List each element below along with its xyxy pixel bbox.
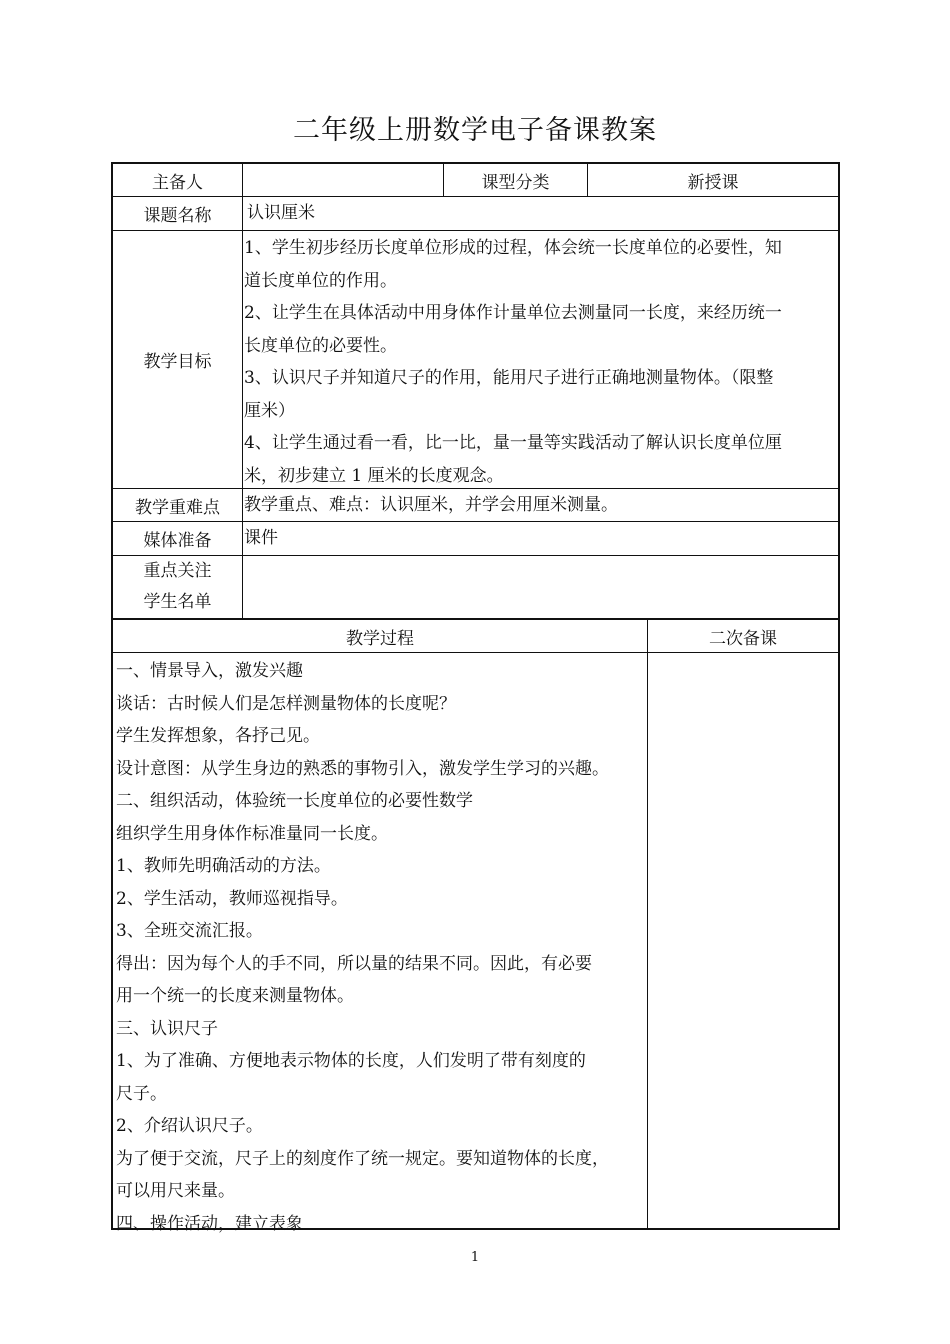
column-divider	[647, 620, 648, 1228]
focus-students-label-line2: 学生名单	[143, 592, 212, 612]
objective-line: 2、让学生在具体活动中用身体作计量单位去测量同一长度，来经历统一	[244, 303, 782, 323]
process-line: 为了便于交流，尺子上的刻度作了统一规定。要知道物体的长度，	[116, 1148, 609, 1169]
process-header: 教学过程	[346, 628, 414, 649]
process-line: 得出：因为每个人的手不同，所以量的结果不同。因此，有必要	[116, 953, 592, 974]
media-value: 课件	[244, 528, 278, 548]
focus-students-label-line1: 重点关注	[143, 561, 212, 581]
process-content	[116, 655, 646, 1240]
objective-line: 米，初步建立 1 厘米的长度观念。	[244, 465, 504, 486]
row-divider	[113, 652, 838, 653]
page-title: 二年级上册数学电子备课教案	[293, 115, 657, 146]
process-line: 1、教师先明确活动的方法。	[116, 856, 331, 876]
objectives-text	[244, 232, 840, 492]
process-line: 一、情景导入，激发兴趣	[116, 661, 303, 681]
media-label: 媒体准备	[143, 531, 212, 551]
process-line: 谈话：古时候人们是怎样测量物体的长度呢？	[116, 693, 456, 714]
focus-students-label	[113, 556, 242, 618]
key-points-value: 教学重点、难点：认识厘米，并学会用厘米测量。	[244, 495, 618, 515]
preparer-value	[243, 164, 443, 196]
process-line: 1、为了准确、方便地表示物体的长度，人们发明了带有刻度的	[116, 1051, 586, 1071]
process-line: 二、组织活动，体验统一长度单位的必要性数学	[116, 791, 473, 811]
objective-line: 长度单位的必要性。	[244, 335, 397, 356]
process-line: 用一个统一的长度来测量物体。	[116, 986, 354, 1006]
column-divider	[242, 164, 243, 618]
lesson-type-label: 课型分类	[481, 172, 550, 193]
page-number: 1	[470, 1250, 480, 1265]
process-line: 2、学生活动，教师巡视指导。	[116, 888, 348, 909]
objective-line: 4、让学生通过看一看，比一比，量一量等实践活动了解认识长度单位厘	[244, 433, 782, 453]
lesson-info-table	[111, 162, 840, 620]
process-line: 尺子。	[116, 1083, 167, 1104]
teaching-process-table	[111, 620, 840, 1234]
process-line: 四、操作活动，建立表象	[116, 1213, 303, 1234]
process-line: 2、介绍认识尺子。	[116, 1116, 263, 1136]
objective-line: 道长度单位的作用。	[244, 270, 397, 291]
topic-label: 课题名称	[143, 206, 212, 226]
process-line: 3、全班交流汇报。	[116, 921, 263, 941]
objective-line: 1、学生初步经历长度单位形成的过程，体会统一长度单位的必要性，知	[244, 238, 782, 258]
process-line: 组织学生用身体作标准量同一长度。	[116, 823, 388, 844]
lesson-type-value: 新授课	[687, 172, 739, 193]
objectives-label: 教学目标	[143, 352, 212, 372]
objective-line: 厘米）	[244, 400, 295, 421]
secondary-prep-header: 二次备课	[709, 628, 777, 649]
process-line: 三、认识尺子	[116, 1018, 218, 1039]
key-points-label: 教学重难点	[135, 497, 220, 518]
process-line: 可以用尺来量。	[116, 1181, 235, 1201]
topic-value: 认识厘米	[247, 203, 315, 223]
process-line: 学生发挥想象，各抒己见。	[116, 726, 320, 746]
objective-line: 3、认识尺子并知道尺子的作用，能用尺子进行正确地测量物体。（限整	[244, 368, 774, 388]
preparer-label: 主备人	[152, 172, 203, 193]
process-line: 设计意图：从学生身边的熟悉的事物引入，激发学生学习的兴趣。	[116, 758, 609, 779]
